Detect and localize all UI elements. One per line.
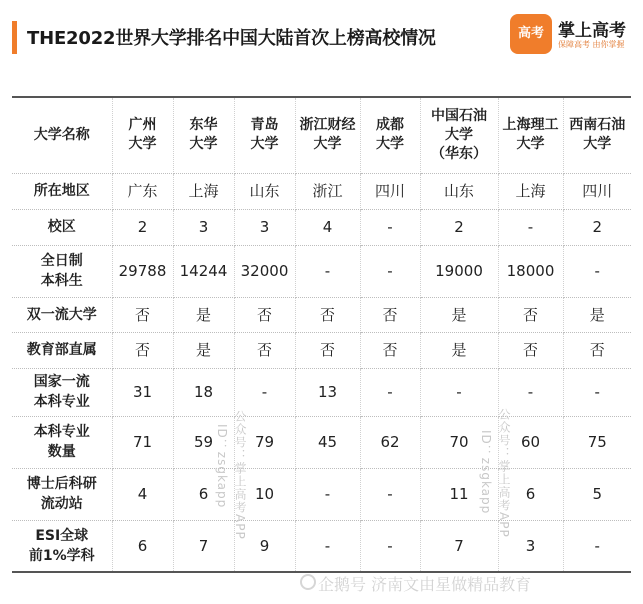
- university-name-cell: 上海理工 大学: [498, 97, 563, 173]
- table-cell: 四川: [360, 173, 420, 209]
- table-cell: -: [563, 245, 631, 297]
- table-cell: 9: [234, 520, 295, 572]
- table-cell: 山东: [420, 173, 498, 209]
- university-name-cell: 西南石油 大学: [563, 97, 631, 173]
- table-row: [12, 520, 631, 572]
- table-cell: -: [563, 368, 631, 416]
- row-label: 校区: [12, 209, 112, 245]
- table-cell: 是: [420, 332, 498, 368]
- brand-slogan: 保障高考 由你掌握: [558, 40, 625, 49]
- table-cell: 上海: [498, 173, 563, 209]
- watermark-left-id: ID：zsgkapp: [215, 424, 229, 509]
- table-cell: 是: [420, 297, 498, 332]
- row-label: 教育部直属: [12, 332, 112, 368]
- watermark-right: 公众号：掌上高考APP: [497, 408, 511, 538]
- table-cell: 14244: [173, 245, 234, 297]
- table-row: [12, 368, 631, 416]
- table-cell: 否: [234, 297, 295, 332]
- table-row: [12, 332, 631, 368]
- university-name-cell: 青岛 大学: [234, 97, 295, 173]
- table-cell: -: [295, 520, 360, 572]
- university-name-cell: 成都 大学: [360, 97, 420, 173]
- table-cell: 否: [563, 332, 631, 368]
- table-cell: -: [360, 520, 420, 572]
- table-cell: -: [295, 245, 360, 297]
- table-cell: 四川: [563, 173, 631, 209]
- table-cell: 4: [295, 209, 360, 245]
- table-cell: -: [360, 245, 420, 297]
- row-label: ESI全球 前1%学科: [12, 520, 112, 572]
- table-cell: 3: [173, 209, 234, 245]
- table-cell: 否: [295, 297, 360, 332]
- row-label: 所在地区: [12, 173, 112, 209]
- page-title: THE2022世界大学排名中国大陆首次上榜高校情况: [27, 28, 436, 49]
- table-cell: 山东: [234, 173, 295, 209]
- watermark-right-id: ID：zsgkapp: [479, 430, 493, 515]
- table-cell: 上海: [173, 173, 234, 209]
- table-row: [12, 297, 631, 332]
- university-name-cell: 中国石油 大学 （华东）: [420, 97, 498, 173]
- table-cell: 是: [173, 297, 234, 332]
- university-comparison-table: [12, 96, 631, 573]
- table-cell: 29788: [112, 245, 173, 297]
- table-cell: 否: [112, 332, 173, 368]
- title-accent-bar: [12, 21, 17, 54]
- table-cell: 2: [563, 209, 631, 245]
- table-cell: 32000: [234, 245, 295, 297]
- table-cell: 7: [173, 520, 234, 572]
- table-cell: 否: [498, 332, 563, 368]
- row-label: 博士后科研 流动站: [12, 468, 112, 520]
- table-cell: 6: [112, 520, 173, 572]
- table-cell: 浙江: [295, 173, 360, 209]
- table-cell: 否: [360, 297, 420, 332]
- table-cell: 2: [420, 209, 498, 245]
- row-label: 本科专业 数量: [12, 416, 112, 468]
- table-row: [12, 209, 631, 245]
- table-cell: 否: [360, 332, 420, 368]
- table-cell: 广东: [112, 173, 173, 209]
- table-row: [12, 468, 631, 520]
- university-name-cell: 浙江财经 大学: [295, 97, 360, 173]
- table-cell: 7: [420, 520, 498, 572]
- row-label: 双一流大学: [12, 297, 112, 332]
- watermark-left: 公众号：掌上高考APP: [233, 410, 247, 540]
- row-label: 国家一流 本科专业: [12, 368, 112, 416]
- table-cell: 3: [498, 520, 563, 572]
- table-cell: -: [563, 520, 631, 572]
- table-cell: 60: [498, 416, 563, 468]
- table-cell: 79: [234, 416, 295, 468]
- table-cell: 59: [173, 416, 234, 468]
- table-row: [12, 416, 631, 468]
- header: [0, 0, 643, 72]
- table-cell: 18: [173, 368, 234, 416]
- brand-logo-glyph: 高考: [517, 26, 544, 41]
- table-cell: -: [420, 368, 498, 416]
- table-cell: -: [295, 468, 360, 520]
- table-cell: 是: [563, 297, 631, 332]
- table-cell: 45: [295, 416, 360, 468]
- table-cell: 6: [498, 468, 563, 520]
- table-cell: -: [360, 368, 420, 416]
- table-cell: 71: [112, 416, 173, 468]
- brand-logo-icon: [510, 14, 552, 54]
- brand-name: 掌上高考: [558, 21, 626, 41]
- table-cell: 13: [295, 368, 360, 416]
- table-cell: -: [498, 368, 563, 416]
- table-cell: -: [360, 468, 420, 520]
- corner-label: 大学名称: [12, 97, 112, 173]
- table-cell: 31: [112, 368, 173, 416]
- university-name-cell: 东华 大学: [173, 97, 234, 173]
- table-cell: -: [360, 209, 420, 245]
- table-cell: 6: [173, 468, 234, 520]
- row-label: 全日制 本科生: [12, 245, 112, 297]
- table-cell: 2: [112, 209, 173, 245]
- table-row: [12, 245, 631, 297]
- table-cell: 4: [112, 468, 173, 520]
- table-cell: 是: [173, 332, 234, 368]
- table-cell: 11: [420, 468, 498, 520]
- table-header-row: [12, 97, 631, 173]
- table-cell: 否: [112, 297, 173, 332]
- table-cell: -: [234, 368, 295, 416]
- university-name-cell: 广州 大学: [112, 97, 173, 173]
- table-cell: 10: [234, 468, 295, 520]
- table-cell: 否: [234, 332, 295, 368]
- table-cell: 否: [295, 332, 360, 368]
- table-cell: 75: [563, 416, 631, 468]
- table-cell: 70: [420, 416, 498, 468]
- table-cell: 18000: [498, 245, 563, 297]
- watermark-bottom: 企鹅号 济南文由星做精品教育: [318, 575, 532, 594]
- table-cell: 19000: [420, 245, 498, 297]
- table-cell: 3: [234, 209, 295, 245]
- table-row: [12, 173, 631, 209]
- table-cell: 62: [360, 416, 420, 468]
- watermark-penguin-icon: [300, 574, 316, 590]
- table-cell: 5: [563, 468, 631, 520]
- table-cell: -: [498, 209, 563, 245]
- table-cell: 否: [498, 297, 563, 332]
